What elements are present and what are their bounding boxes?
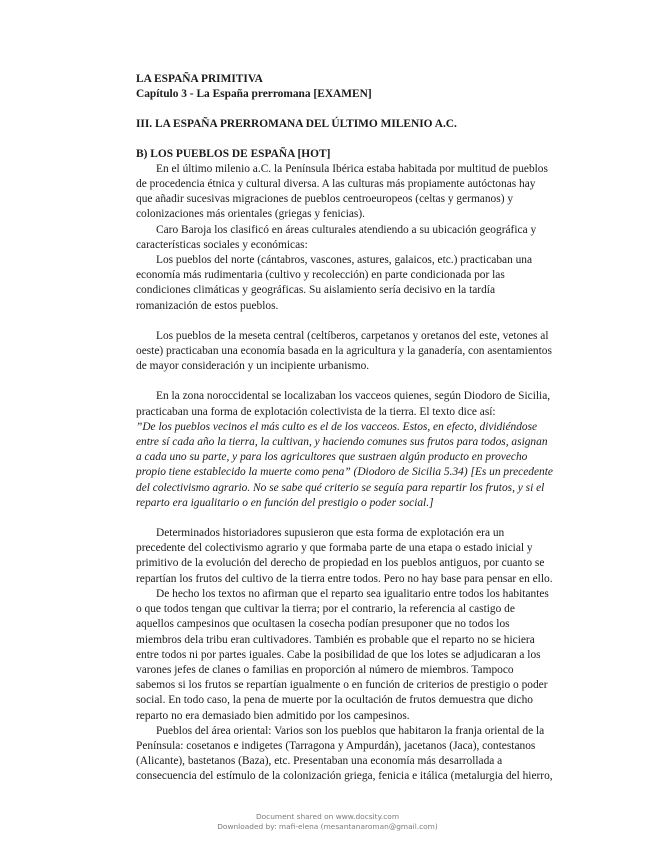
paragraph-meseta-peoples: Los pueblos de la meseta central (celtíberos, carpetanos y oretanos del este, vetones al oeste) practicaban una economía basada en la agricultura y la ganadería, con asentamientos de mayor consideración y un incipiente urbanismo. [136,329,552,373]
footer-shared-notice: Document shared on www.docsity.com [255,812,400,821]
footer-downloaded-by: Downloaded by: mafi-elena (mesantanaroman@gmail.com) [217,822,438,831]
subsection-heading: B) LOS PUEBLOS DE ESPAÑA [HOT] [136,147,331,160]
paragraph-intro: En el último milenio a.C. la Península Ibérica estaba habitada por multitud de pueblos de procedencia étnica y cultural diversa. A las culturas más propiamente autóctonas hay que añadir sucesivas migraciones de pueblos centroeuropeos (celtas y germanos) y colonizaciones más orientales (griegas y fenicias). [136,162,548,221]
paragraph-eastern-peoples: Pueblos del área oriental: Varios son los pueblos que habitaron la franja oriental de la Península: cosetanos e indigetes (Tarragona y Ampurdán), jacetanos (Jaca), contestanos (Alicante), bastetanos (Baza), etc. Presentaban una economía más desarrollada a consecuencia del estímulo de la colonización griega, fenicia e itálica (metalurgia del hierro, [136,724,553,783]
paragraph-vacceos: En la zona noroccidental se localizaban los vacceos quienes, según Diodoro de Sicilia, practicaban una forma de explotación colectivista de la tierra. El texto dice así: [136,390,551,418]
paragraph-caro-baroja: Caro Baroja los clasificó en áreas culturales atendiendo a su ubicación geográfica y características sociales y económicas: [136,223,537,251]
paragraph-texts-analysis: De hecho los textos no afirman que el reparto sea igualitario entre todos los habitantes o que todos tengan que cultivar la tierra; por el contrario, la referencia al castigo de aquellos campesinos que ocultasen la cosecha podían presuponer que no todos los miembros dela tribu eran cultivadores. También es probable que el reparto no se hiciera entre todos ni por partes iguales. Cabe la posibilidad de que los lotes se adjudicaran a los varones jefes de clanes o familias en proporción al número de miembros. Tampoco sabemos si los frutos se repartían igualmente o en función de criterios de prestigio o poder social. En todo caso, la pena de muerte por la ocultación de frutos demuestra que dicho reparto no era demasiado bien admitido por los campesinos. [136,587,549,722]
chapter-title: Capítulo 3 - La España prerromana [EXAMEN] [136,88,372,101]
section-heading: III. LA ESPAÑA PRERROMANA DEL ÚLTIMO MILENIO A.C. [136,118,457,131]
paragraph-historians: Determinados historiadores supusieron que esta forma de explotación era un precedente del colectivismo agrario y que formaba parte de una etapa o estado inicial y primitivo de la evolución del derecho de propiedad en los pueblos antiguos, por cuanto se repartían los frutos del cultivo de la tierra entre todos. Pero no hay base para pensar en ello. [136,527,553,585]
document-body [136,72,554,785]
document-title: LA ESPAÑA PRIMITIVA [136,73,263,85]
paragraph-north-peoples: Los pueblos del norte (cántabros, vascones, astures, galaicos, etc.) practicaban una economía más rudimentaria (cultivo y recolección) en parte condicionada por las condiciones climáticas y geográficas. Su aislamiento sería decisivo en la tardía romanización de estos pueblos. [136,254,533,312]
diodoro-quote: ”De los pueblos vecinos el más culto es el de los vacceos. Estos, en efecto, dividiéndose entre sí cada año la tierra, la cultivan, y haciendo comunes sus frutos para todos, asignan a cada uno su parte, y para los agricultores que sustraen algún producto en provecho propio tiene establecido la muerte como pena” (Diodoro de Sicilia 5.34) [Es un precedente del colectivismo agrario. No se sabe qué criterio se seguía para repartir los frutos, y si el reparto era igualitario o en función del prestigio o poder social.] [136,420,553,509]
